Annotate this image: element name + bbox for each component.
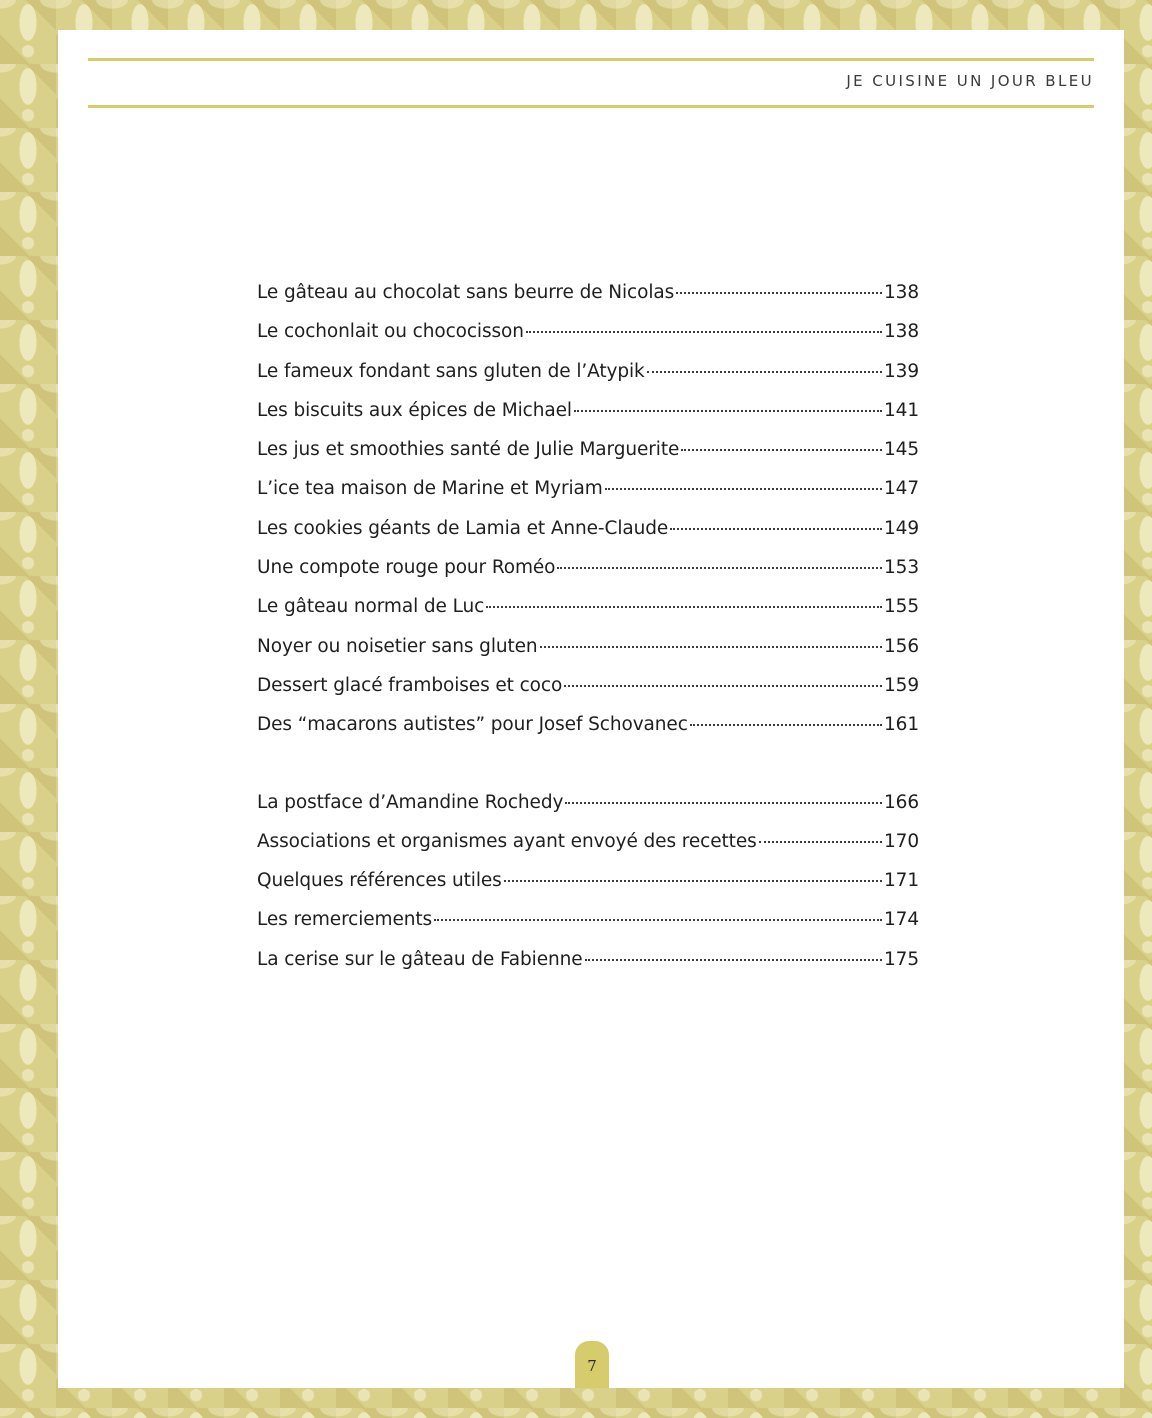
toc-group — [257, 282, 919, 754]
toc-dot-leader — [574, 410, 882, 412]
toc-entry — [257, 557, 919, 596]
page-number-tab — [575, 1341, 609, 1388]
toc-entry-page: 149 — [883, 517, 919, 539]
toc-entry-title: Les biscuits aux épices de Michael — [257, 399, 572, 421]
toc-entry-page: 147 — [883, 478, 919, 500]
toc-entry-title: Le cochonlait ou chococisson — [257, 321, 524, 343]
toc-entry-title: La cerise sur le gâteau de Fabienne — [257, 948, 583, 970]
toc-entry-title: L’ice tea maison de Marine et Myriam — [257, 478, 603, 500]
toc-dot-leader — [585, 959, 882, 961]
toc-entry-page: 156 — [883, 635, 919, 657]
toc-dot-leader — [605, 488, 882, 490]
toc-dot-leader — [434, 919, 882, 921]
toc-entry — [257, 949, 919, 988]
header-rule-top — [88, 58, 1094, 61]
toc-entry — [257, 596, 919, 635]
toc-entry-title: Dessert glacé framboises et coco — [257, 674, 563, 696]
toc-entry-title: Le gâteau normal de Luc — [257, 596, 485, 618]
toc-entry-title: La postface d’Amandine Rochedy — [257, 791, 564, 813]
toc-entry-page: 171 — [883, 870, 919, 892]
toc-entry — [257, 439, 919, 478]
toc-entry — [257, 282, 919, 321]
header-rule-bottom — [88, 105, 1094, 108]
toc-dot-leader — [565, 802, 882, 804]
toc-entry-page: 174 — [883, 909, 919, 931]
toc-dot-leader — [681, 449, 882, 451]
toc-entry-page: 170 — [883, 830, 919, 852]
toc-entry-title: Des “macarons autistes” pour Josef Schovanec — [257, 714, 688, 736]
toc-dot-leader — [557, 567, 882, 569]
toc-dot-leader — [759, 841, 882, 843]
toc-entry — [257, 321, 919, 360]
toc-entry — [257, 909, 919, 948]
toc-entry-title: Les remerciements — [257, 909, 433, 931]
toc-entry — [257, 675, 919, 714]
toc-dot-leader — [526, 331, 882, 333]
toc-entry — [257, 870, 919, 909]
toc-entry-page: 159 — [883, 674, 919, 696]
toc-entry — [257, 518, 919, 557]
toc-entry-page: 138 — [883, 282, 919, 303]
toc-dot-leader — [540, 646, 882, 648]
toc-entry-title: Associations et organismes ayant envoyé des recettes — [257, 830, 757, 852]
toc-dot-leader — [564, 685, 882, 687]
toc-entry — [257, 792, 919, 831]
toc-entry-title: Noyer ou noisetier sans gluten — [257, 635, 538, 657]
document-page — [58, 30, 1124, 1388]
toc-entry-page: 161 — [883, 714, 919, 736]
toc-entry-title: Le fameux fondant sans gluten de l’Atypik — [257, 360, 645, 382]
toc-entry — [257, 831, 919, 870]
toc-entry-title: Les jus et smoothies santé de Julie Marguerite — [257, 439, 680, 461]
toc-entry-title: Les cookies géants de Lamia et Anne-Claude — [257, 517, 669, 539]
toc-entry-page: 175 — [883, 948, 919, 970]
toc-entry-page: 145 — [883, 439, 919, 461]
running-header: JE CUISINE UN JOUR BLEU — [846, 72, 1094, 90]
toc-dot-leader — [670, 528, 882, 530]
toc-entry — [257, 478, 919, 517]
toc-dot-leader — [486, 606, 882, 608]
toc-group — [257, 792, 919, 988]
toc-dot-leader — [676, 292, 882, 294]
toc-entry-page: 141 — [883, 399, 919, 421]
toc-entry-page: 153 — [883, 557, 919, 579]
toc-entry-title: Quelques références utiles — [257, 870, 502, 892]
toc-dot-leader — [690, 724, 882, 726]
toc-entry — [257, 714, 919, 753]
toc-entry-page: 139 — [883, 360, 919, 382]
toc-entry — [257, 636, 919, 675]
toc-dot-leader — [504, 880, 882, 882]
toc-entry-title: Le gâteau au chocolat sans beurre de Nicolas — [257, 282, 675, 303]
toc-entry-title: Une compote rouge pour Roméo — [257, 557, 556, 579]
page-number: 7 — [587, 1356, 597, 1375]
toc-entry — [257, 400, 919, 439]
toc-entry-page: 155 — [883, 596, 919, 618]
toc-entry-page: 166 — [883, 791, 919, 813]
toc-entry — [257, 361, 919, 400]
toc-entry-page: 138 — [883, 321, 919, 343]
toc-dot-leader — [647, 371, 882, 373]
table-of-contents — [257, 282, 919, 988]
